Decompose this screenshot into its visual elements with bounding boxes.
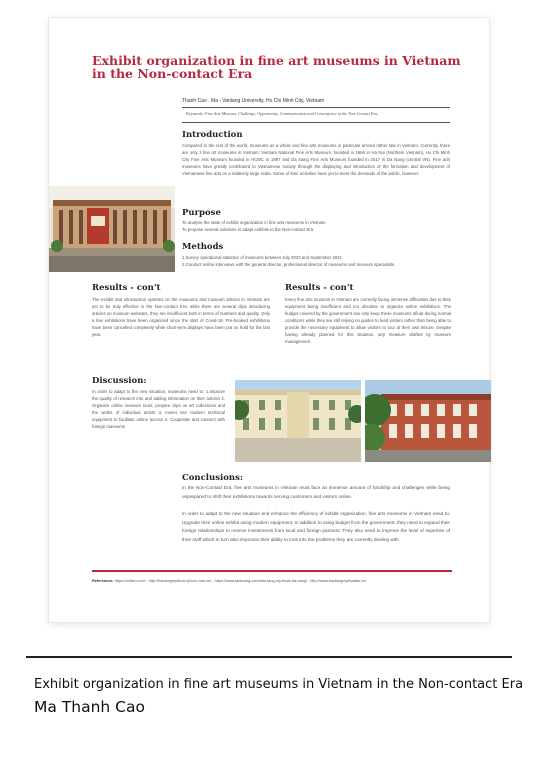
conclusions-text-1: In the Non-Contact Era, fine arts museums in Vietnam must face an immense amount of hardship and challenges while being unprepared to shift their exhibitions towards serving customers and visitors online. [182, 485, 450, 499]
methods-line-1: 1.Survey operational statistics of museums between July 2020 and September 2021 [182, 255, 343, 260]
museum-courtyard-photo [235, 380, 361, 462]
museum-facade-photo [49, 186, 175, 272]
results-right-heading: Results - con't [285, 283, 354, 293]
introduction-heading: Introduction [182, 130, 243, 140]
purpose-heading: Purpose [182, 208, 221, 218]
references [92, 579, 366, 583]
methods-line-2: 2.Conduct online interviews with the general director, professional director of museums and museum specialists. [182, 262, 396, 267]
introduction-text: Compared to the rest of the world, museums as a whole and fine arts museums in particular arrived rather late in Vietnam. Currently, there are only 3 fine art museums in Vietnam: Vietnam National Fine Arts Museum, founded in 1966 in Ha Noi (Northern Vietnam), Ho Chi Minh City Fine Arts Museum founded in HCMC in 1987 and Da Nang Fine Arts Museum founded in 2017 in Da Nang (central VN). Fine arts museums have greatly contributed to Vietnamese society through the displaying and introduction of the formation and development of Vietnamese fine arts on a relatively large scale. Some of their activities have yet to meet the demands of the public, however. [182, 143, 450, 176]
conclusions-text-2: In order to adapt to the new situation and enhance the efficiency of exhibit organization, fine arts museums in Vietnam need to: Upgrade their online exhibit using modern equipment. In addition to using budget from the government, they need to expand their foreign relationships to receive investments from local and foreign partners. They also need to improve the level of expertise of their staff which in turn also improves their ability to look into the problems they are currently dealing with. [182, 511, 450, 542]
discussion-heading: Discussion: [92, 376, 147, 386]
references-label: References: [92, 579, 114, 583]
references-divider [92, 570, 452, 572]
museum-building-photo [365, 380, 491, 462]
caption-author: Ma Thanh Cao [34, 698, 145, 716]
discussion-text: In order to adapt to the new situation, museums need to: 1.Improve the quality of research into and adding information on their articles 2. Organize online museum tours, prepare clips on art collections and the works of individual artists 3. Invest into modern technical equipment to facilitate online access 4. Cooperate and connect with foreign museums [92, 389, 225, 429]
caption-title: Exhibit organization in fine art museums in Vietnam in the Non-contact Era [34, 677, 524, 692]
conclusions-heading: Conclusions: [182, 473, 243, 483]
keywords: Keywords: Fine Arts Museum, Challenge, Opportunity, Communication and Convergence in the Non-Contact Era, [186, 111, 379, 116]
results-left-text: The exhibit and introduction systems on the museums and museum articles in Vietnam are yet to be truly effective in the Non-contact Era: while there are several clips introducing articles on museum websites, they are insufficient both in terms of numbers and quality. Only a few exhibitions have been organized since the start of Covid-19. Pre-booked exhibitions have been cancelled completely while short-term displays have been put on hold for the last year. [92, 297, 270, 337]
author-line: Thanh Cao . Ma - Vanlang University, Ho Chi Minh City, Vietnam [182, 98, 325, 104]
purpose-line-2: To propose several solutions to adapt exhibits to the Non-contact Era [182, 227, 314, 232]
poster-title: Exhibit organization in fine art museums in Vietnam in the Non-contact Era [92, 53, 461, 81]
references-text: https://vnfam.vn/vi - http://baotangmythuat.tphcm.com.vn/ - https://www.tanlisang.com/bao-tang-my-thuat-da-nang/ - http://www.baotangmythuatdn.vn/ [114, 579, 367, 583]
results-left-heading: Results - con't [92, 283, 161, 293]
poster [49, 18, 489, 622]
caption-divider [26, 656, 512, 658]
results-right-text: Every fine arts museum in Vietnam are currently facing immense difficulties due to their equipment being insufficient and too obsolete to organize online exhibitions. The budget covered by the government can only keep these museums afloat during normal conditions while they are still relying on guides to lead visitors rather than being able to provide the necessary equipment to allow visitors to tour at their own leisure. Despite having already planned for this situation, any measure drafted by museum management . [285, 297, 451, 344]
purpose-line-1: To analyze the state of exhibit organization in fine arts museums in Vietnam [182, 220, 326, 225]
methods-heading: Methods [182, 242, 224, 252]
